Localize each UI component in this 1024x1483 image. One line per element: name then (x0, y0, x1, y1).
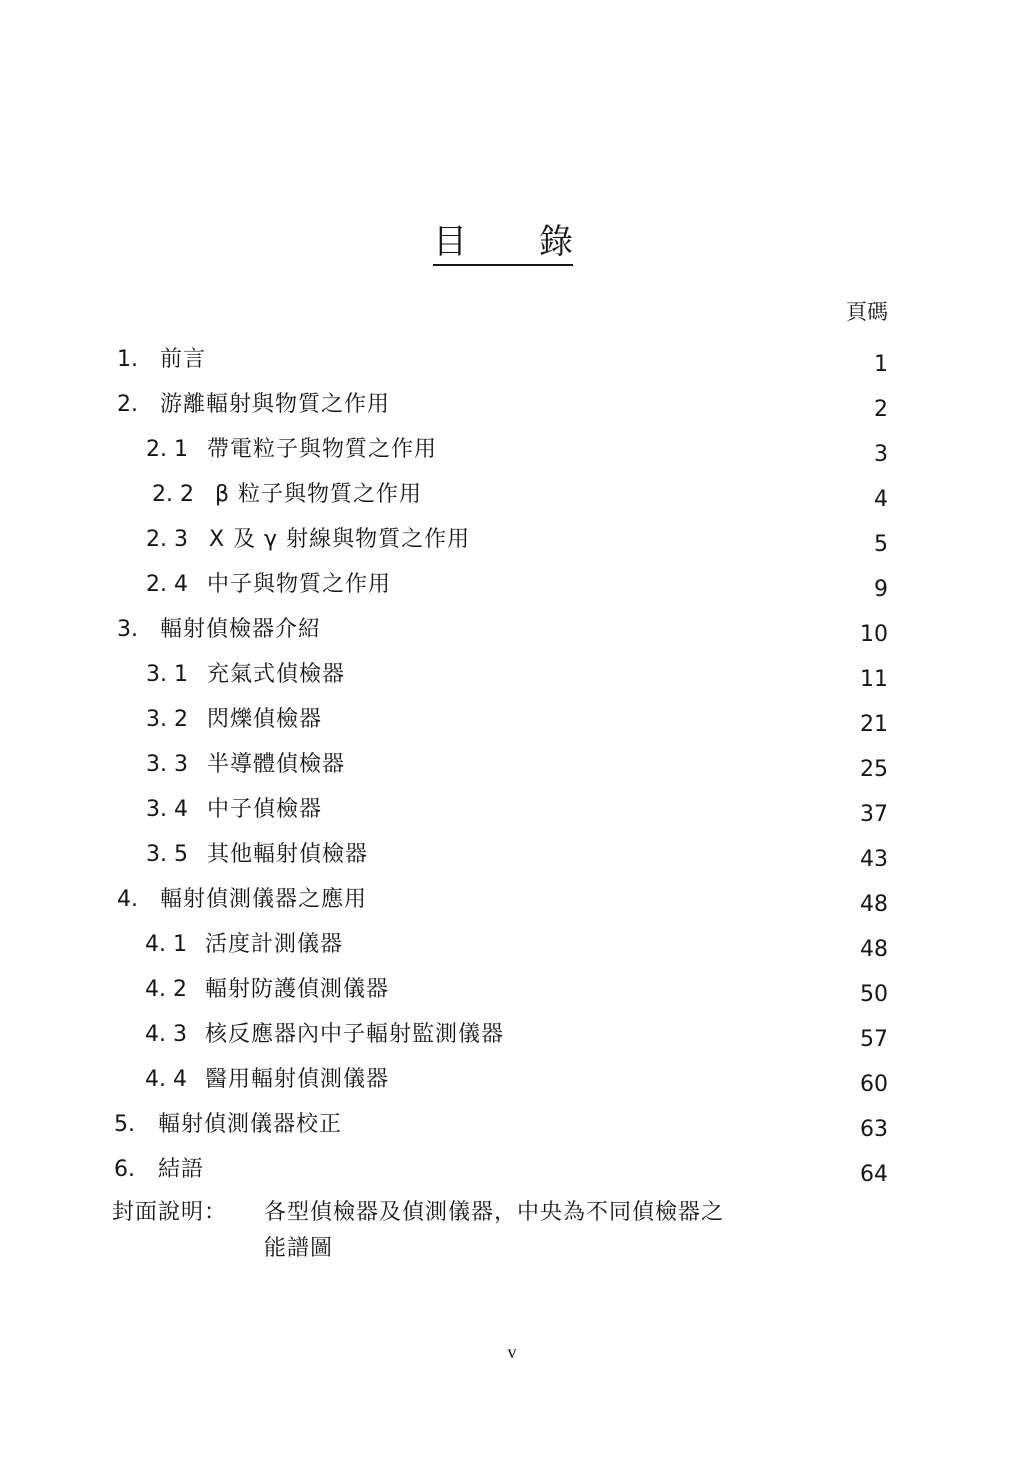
toc-entry-page: 25 (860, 757, 888, 782)
toc-entry-title: β 粒子與物質之作用 (215, 482, 423, 507)
toc-entry-number: 5. (114, 1112, 135, 1137)
toc-entry-title: 前言 (160, 347, 207, 372)
toc-entry (0, 343, 1024, 377)
toc-entry-number: 3. 5 (146, 842, 188, 867)
title-char-2: 錄 (539, 222, 573, 262)
toc-entry (0, 658, 1024, 692)
toc-entry-number: 3. 1 (146, 662, 188, 687)
toc-entry-title: 閃爍偵檢器 (207, 707, 323, 732)
toc-entry (0, 703, 1024, 737)
toc-entry-page: 4 (874, 487, 888, 512)
toc-entry-title: 帶電粒子與物質之作用 (207, 437, 438, 462)
toc-entry-title: 充氣式偵檢器 (207, 662, 346, 687)
toc-entry (0, 928, 1024, 962)
footer-page-number: v (507, 1342, 517, 1362)
toc-entry-number: 6. (114, 1157, 135, 1182)
toc-entry-page: 11 (860, 667, 888, 692)
toc-entry (0, 1108, 1024, 1142)
toc-entry-page: 48 (860, 937, 888, 962)
toc-entry-page: 5 (874, 532, 888, 557)
toc-entry (0, 793, 1024, 827)
toc-entry-number: 2. 2 (152, 482, 194, 507)
toc-entry-title: 結語 (158, 1157, 205, 1182)
toc-entry (0, 1018, 1024, 1052)
toc-entry (0, 433, 1024, 467)
toc-entry (0, 613, 1024, 647)
toc-entry-number: 4. 2 (145, 977, 187, 1002)
toc-entry-page: 3 (874, 442, 888, 467)
toc-entry-page: 50 (860, 982, 888, 1007)
toc-entry-page: 43 (860, 847, 888, 872)
toc-entry-title: 輻射偵檢器介紹 (160, 617, 322, 642)
toc-entry-page: 2 (874, 397, 888, 422)
toc-entry-page: 63 (860, 1117, 888, 1142)
toc-entry (0, 568, 1024, 602)
toc-entry-number: 1. (117, 347, 138, 372)
toc-entry-number: 3. 2 (146, 707, 188, 732)
toc-entry-title: 中子偵檢器 (207, 797, 323, 822)
toc-entry-number: 4. 1 (145, 932, 187, 957)
toc-entry-page: 1 (874, 352, 888, 377)
toc-entry (0, 1153, 1024, 1187)
toc-entry-number: 4. (117, 887, 138, 912)
toc-entry (0, 883, 1024, 917)
toc-entry-title: 醫用輻射偵測儀器 (205, 1067, 390, 1092)
toc-entry-title: 活度計測儀器 (205, 932, 344, 957)
cover-note-label: 封面說明： (112, 1200, 228, 1225)
toc-entry-number: 3. (117, 617, 138, 642)
toc-entry-page: 64 (860, 1162, 888, 1187)
toc-entry-number: 2. 3 (146, 527, 188, 552)
toc-entry-number: 2. 4 (146, 572, 188, 597)
toc-entry-number: 2. (117, 392, 138, 417)
toc-entry-title: 半導體偵檢器 (207, 752, 346, 777)
toc-entry (0, 523, 1024, 557)
toc-entry-page: 57 (860, 1027, 888, 1052)
toc-entry-title: 輻射防護偵測儀器 (205, 977, 390, 1002)
toc-entry-page: 48 (860, 892, 888, 917)
cover-note-text-line-1: 各型偵檢器及偵測儀器，中央為不同偵檢器之 (264, 1200, 725, 1225)
toc-entry-page: 37 (860, 802, 888, 827)
toc-entry-number: 4. 4 (145, 1067, 187, 1092)
toc-entry-title: 核反應器內中子輻射監測儀器 (205, 1022, 505, 1047)
toc-entry-page: 9 (874, 577, 888, 602)
toc-entry-title: 其他輻射偵檢器 (207, 842, 369, 867)
toc-entry-page: 10 (860, 622, 888, 647)
toc-entry-title: 輻射偵測儀器校正 (158, 1112, 343, 1137)
page-title (433, 222, 573, 266)
toc-entry-number: 2. 1 (146, 437, 188, 462)
toc-entry-number: 3. 3 (146, 752, 188, 777)
toc-entry (0, 748, 1024, 782)
page-column-header: 頁碼 (846, 300, 888, 324)
toc-entry (0, 1063, 1024, 1097)
toc-entry-number: 4. 3 (145, 1022, 187, 1047)
toc-entry (0, 838, 1024, 872)
title-char-1: 目 (433, 222, 467, 262)
toc-entry-title: 輻射偵測儀器之應用 (160, 887, 368, 912)
toc-entry-title: X 及 γ 射線與物質之作用 (209, 527, 471, 552)
cover-note-text-line-2: 能譜圖 (264, 1236, 334, 1261)
toc-entry-page: 60 (860, 1072, 888, 1097)
toc-entry (0, 388, 1024, 422)
toc-entry-title: 中子與物質之作用 (207, 572, 392, 597)
toc-entry (0, 478, 1024, 512)
toc-entry-page: 21 (860, 712, 888, 737)
toc-entry-number: 3. 4 (146, 797, 188, 822)
toc-entry-title: 游離輻射與物質之作用 (160, 392, 391, 417)
toc-entry (0, 973, 1024, 1007)
